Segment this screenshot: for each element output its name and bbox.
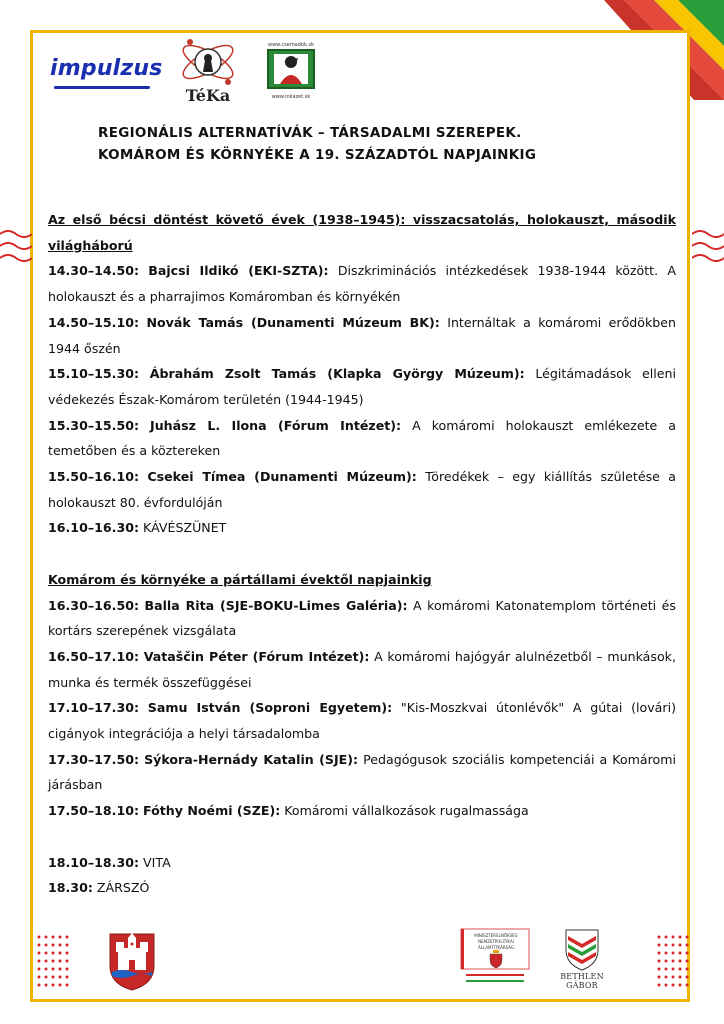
- program-entry: [48, 644, 676, 695]
- entry-speaker: Samu István (Soproni Egyetem):: [147, 700, 393, 716]
- entry-time: 15.50–16.10:: [48, 469, 140, 485]
- entry-speaker: Fóthy Noémi (SZE):: [143, 803, 281, 819]
- entry-topic: A komáromi Katonatemplom történeti és kortárs szerepének vizsgálata: [48, 597, 676, 639]
- closing-label: ZÁRSZÓ: [96, 880, 150, 896]
- entry-topic: "Kis-Moszkvai útonlévők" A gútai (lovári) cigányok integrációja a helyi társadalomba: [48, 700, 676, 742]
- ministry-line-3: ÁLLAMTITKÁRSÁG: [478, 945, 514, 950]
- komarom-coat-of-arms-icon: [108, 932, 156, 992]
- program-entry: [48, 361, 676, 412]
- entry-topic: Töredékek – egy kiállítás születése a holokauszt 80. évfordulóján: [48, 469, 676, 510]
- entry-speaker: Balla Rita (SJE-BOKU-Limes Galéria):: [144, 597, 408, 613]
- program-entry: [48, 258, 676, 309]
- ministry-logo: [460, 928, 530, 990]
- inkazet-url: www.inkazet.sk: [271, 94, 311, 100]
- entry-speaker: Novák Tamás (Dunamenti Múzeum BK):: [146, 314, 440, 330]
- bethlen-gabor-logo: [544, 928, 620, 990]
- partner-logos: [48, 36, 348, 106]
- entry-speaker: Sýkora-Hernády Katalin (SJE):: [144, 751, 359, 767]
- coffee-break-label: KÁVÉSZÜNET: [143, 520, 227, 536]
- entry-time: 18.30:: [48, 880, 93, 896]
- entry-speaker: Juhász L. Ilona (Fórum Intézet):: [150, 417, 402, 433]
- wave-decoration-left: [0, 228, 32, 264]
- wave-decoration-right: [692, 228, 724, 264]
- entry-topic: Diszkriminációs intézkedések 1938-1944 között. A holokauszt és a pharrajimos Komáromban és környékén: [48, 263, 676, 305]
- entry-speaker: Vataščin Péter (Fórum Intézet):: [143, 648, 370, 664]
- entry-time: 15.10–15.30:: [48, 366, 140, 382]
- entry-time: 14.50–15.10:: [48, 314, 140, 330]
- title-line-2: KOMÁROM ÉS KÖRNYÉKE A 19. SZÁZADTÓL NAPJAINKIG: [98, 147, 537, 163]
- page-title: [98, 122, 658, 166]
- entry-topic: A komáromi hajógyár alulnézetből – munkások, munka és termék összefüggései: [48, 648, 676, 690]
- csemadok-logo: [266, 42, 316, 102]
- entry-time: 16.50–17.10:: [48, 648, 140, 664]
- entry-topic: A komáromi holokauszt emlékezete a temetőben és a köztereken: [48, 417, 676, 459]
- discussion-label: VITA: [143, 854, 171, 870]
- entry-time: 16.30–16.50:: [48, 597, 140, 613]
- ministry-line-1: MINISZTERELNÖKSÉG: [474, 933, 518, 938]
- program-entry: [48, 464, 676, 515]
- bethlen-shield-icon: [544, 928, 620, 972]
- entry-topic: Internáltak a komáromi erődökben 1944 őszén: [48, 314, 676, 356]
- ministry-line-2: NEMZETPOLITIKAI: [478, 939, 514, 944]
- entry-time: 17.50–18.10:: [48, 803, 140, 819]
- dot-grid-decoration-left: [36, 934, 70, 990]
- teka-logo: [176, 36, 240, 108]
- section-heading: Az első bécsi döntést követő évek (1938–1945): visszacsatolás, holokauszt, második világháború: [48, 212, 676, 253]
- bethlen-gabor-text: BETHLEN GÁBOR: [560, 972, 604, 990]
- title-line-1: REGIONÁLIS ALTERNATÍVÁK – TÁRSADALMI SZEREPEK.: [98, 125, 522, 141]
- entry-time: 15.30–15.50:: [48, 417, 140, 433]
- entry-topic: Komáromi vállalkozások rugalmassága: [284, 803, 529, 819]
- impulzus-logo: [50, 56, 163, 81]
- entry-speaker: Ábrahám Zsolt Tamás (Klapka György Múzeum):: [149, 366, 525, 382]
- dot-grid-decoration-right: [656, 934, 690, 990]
- entry-time: 17.10–17.30:: [48, 700, 140, 716]
- program-entry: [48, 593, 676, 644]
- entry-speaker: Bajcsi Ildikó (EKI-SZTA):: [148, 263, 329, 279]
- csemadok-emblem-icon: [266, 48, 316, 90]
- entry-time: 14.30–14.50:: [48, 263, 140, 279]
- teka-logo-text: TéKa: [185, 86, 231, 105]
- program-entry: [48, 413, 676, 464]
- entry-time: 18.10–18.30:: [48, 854, 140, 870]
- program-entry: [48, 310, 676, 361]
- program-content: [48, 207, 676, 901]
- entry-time: 16.10–16.30:: [48, 520, 140, 536]
- entry-speaker: Csekei Tímea (Dunamenti Múzeum):: [147, 469, 417, 485]
- entry-time: 17.30–17.50:: [48, 751, 140, 767]
- csemadok-url: www.csemadok.sk: [268, 42, 314, 48]
- section-heading: Komárom és környéke a pártállami évektől napjainkig: [48, 571, 432, 587]
- entry-topic: Légitámadások elleni védekezés Észak-Komárom területén (1944-1945): [48, 366, 677, 407]
- impulzus-logo-text: impulzus: [50, 56, 163, 81]
- coffee-break-entry: [48, 515, 676, 541]
- discussion-entry: [48, 850, 676, 876]
- entry-topic: Pedagógusok szociális kompetenciái a Komáromi járásban: [48, 751, 676, 793]
- program-entry: [48, 747, 676, 798]
- closing-entry: [48, 875, 676, 901]
- program-entry: [48, 798, 676, 824]
- program-entry: [48, 695, 676, 746]
- atom-keyhole-icon: [176, 36, 240, 88]
